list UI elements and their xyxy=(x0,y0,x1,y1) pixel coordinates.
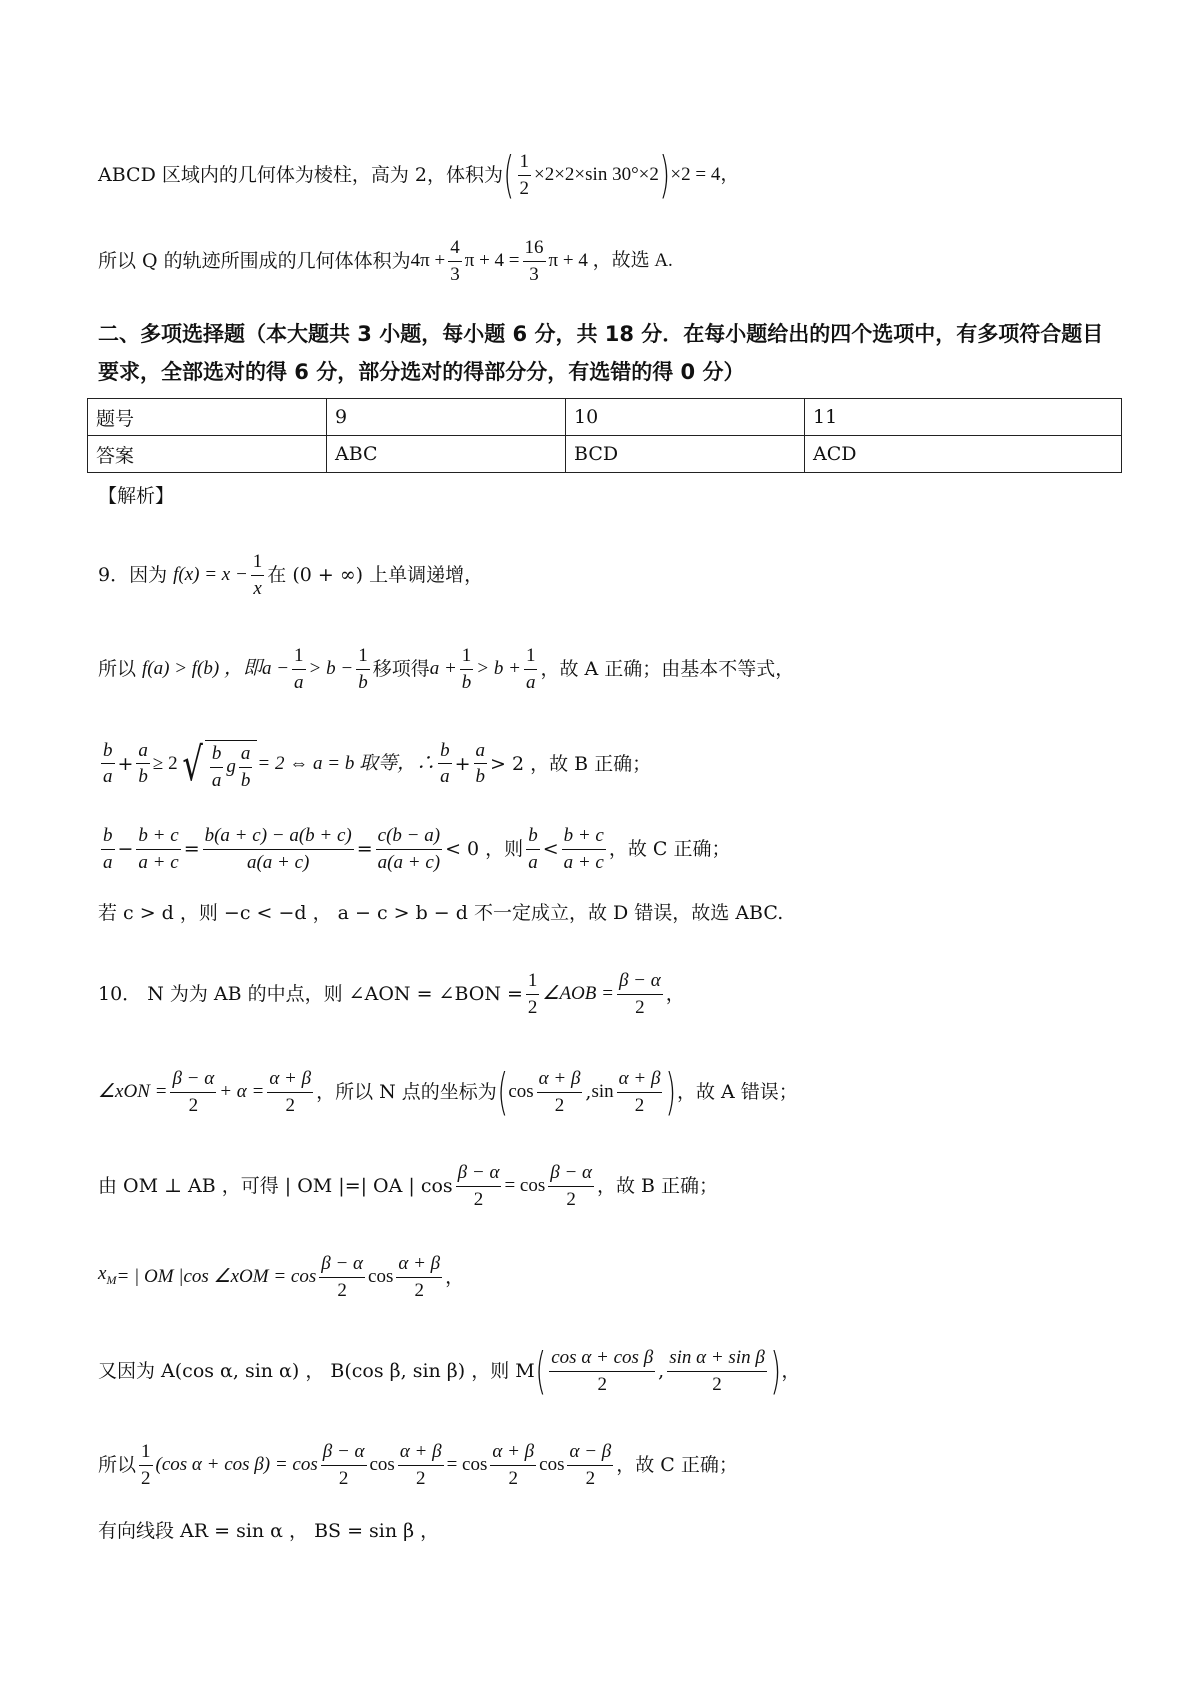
q10-line-5: 又因为 A(cos α, sin α) ， B(cos β, sin β) ，则 M ( $\frac{\text{cos α + cos β}}{2}$ , $\frac{\text{sin α + sin β}}{2}$ ) ， xyxy=(98,1342,801,1400)
q9-line-1: 9．因为 f(x) = x − $\frac{1}{x}$ 在 (0 + ∞) 上单调递增， xyxy=(98,551,484,599)
fraction-half: $\frac{1}{2}$ xyxy=(519,150,529,199)
q9-line-4: $\frac{b}{a}$ − $\frac{b + c}{a + c}$ = $\frac{b(a + c) - a(b + c)}{a(a + c)}$ = $\frac{c(b - a)}{a(a + c)}$ < 0 ，则 $\frac{b}{a}$ < $\frac{b + c}{a + c}$ ，故 C 正确； xyxy=(103,825,731,873)
sqrt-expression: √ $\frac{b}{a}$ g $\frac{a}{b}$ xyxy=(178,736,258,792)
text-prism: ABCD 区域内的几何体为棱柱，高为 2，体积为 xyxy=(98,164,503,186)
table-row: 答案 ABC BCD ACD xyxy=(88,436,1122,473)
q10-line-2: ∠xON = $\frac{\beta - \alpha}{2}$ + α = $\frac{\alpha + \beta}{2}$ ，所以 N 点的坐标为 ( cos $\frac{\alpha + \beta}{2}$ , sin $\frac{\alpha + \beta}{2}$ ) ，故 A 错误； xyxy=(98,1063,798,1121)
solution-line-total-volume: 所以 Q 的轨迹所围成的几何体体积为 4π + $\frac{4}{3}$ π + 4 = $\frac{16}{3}$ π + 4 ，故选 A. xyxy=(98,237,673,285)
solution-line-volume-prism: ABCD 区域内的几何体为棱柱，高为 2，体积为 ( $\frac{1}{2}$ ×2×2×sin 30°×2 ) ×2 = 4， xyxy=(98,146,740,204)
answer-table xyxy=(87,398,1122,473)
q10-line-3: 由 OM ⊥ AB ，可得 | OM |=| OA | cos $\frac{\beta - \alpha}{2}$ = cos $\frac{\beta - \alpha}{2}$ ，故 B 正确； xyxy=(98,1162,719,1210)
text-total-volume: 所以 Q 的轨迹所围成的几何体体积为 xyxy=(98,250,411,273)
section-heading: 二、多项选择题（本大题共 3 小题，每小题 6 分，共 18 分．在每小题给出的四个选项中，有多项符合题目要求，全部选对的得 6 分，部分选对的得部分分，有选错的得 0 分） xyxy=(98,322,1104,384)
q9-line-2: 所以 f(a) > f(b) ，即 a − $\frac{1}{a}$ > b − $\frac{1}{b}$ 移项得 a + $\frac{1}{b}$ > b + $\frac{1}{a}$ ，故 A 正确；由基本不等式， xyxy=(98,645,795,693)
q9-line-3: $\frac{b}{a}$ + $\frac{a}{b}$ ≥ 2 √ $\frac{b}{a}$ g $\frac{a}{b}$ = 2 ⇔ a = b 取等，∴ $\frac{b}{a}$ + $\frac{a}{b}$ > 2 ，故 B 正确； xyxy=(103,736,652,791)
analysis-label: 【解析】 xyxy=(98,485,175,507)
q10-line-4: $x_M$ = | OM |cos ∠xOM = cos $\frac{\beta - \alpha}{2}$ cos $\frac{\alpha + \beta}{2}$ ， xyxy=(98,1253,465,1301)
expr-volume-a: ×2×2×sin 30°×2 xyxy=(534,164,659,185)
q10-line-6: 所以 $\frac{1}{2}$ (cos α + cos β) = cos $\frac{\beta - \alpha}{2}$ cos $\frac{\alpha + \beta}{2}$ = cos $\frac{\alpha + \beta}{2}$ cos $\frac{\alpha - \beta}{2}$ ，故 C 正确； xyxy=(98,1441,738,1489)
q9-line-5: 若 c > d ，则 −c < −d ， a − c > b − d 不一定成立，故 D 错误，故选 ABC. xyxy=(98,902,784,924)
q10-line-1: 10． N 为为 AB 的中点，则 ∠AON = ∠BON = $\frac{1}{2}$ ∠AOB = $\frac{\beta - \alpha}{2}$ ， xyxy=(98,970,685,1018)
q10-line-7: 有向线段 AR = sin α ， BS = sin β ， xyxy=(98,1520,440,1542)
table-row: 题号 9 10 11 xyxy=(88,399,1122,436)
expr-volume-b: ×2 = 4， xyxy=(670,164,740,185)
